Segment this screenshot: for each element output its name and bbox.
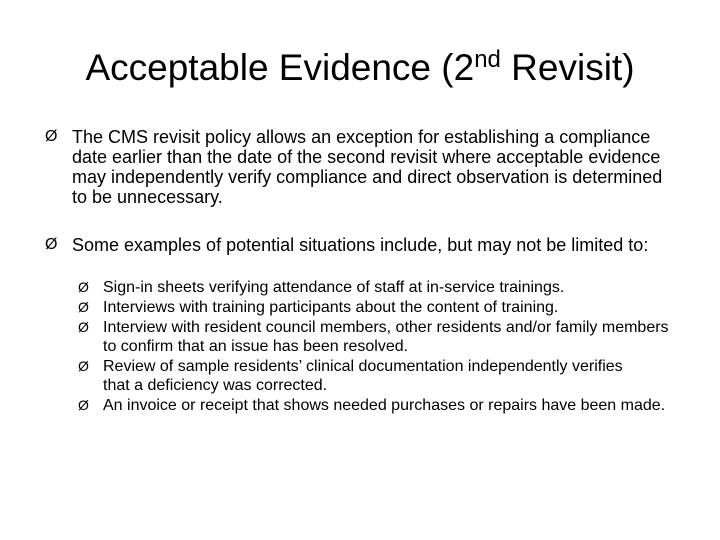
- arrow-bullet-icon: Ø: [78, 299, 89, 315]
- sub-bullet-text: Sign-in sheets verifying attendance of staff at in-service trainings.: [103, 279, 565, 296]
- sub-bullet-item: [78, 278, 688, 297]
- sub-bullet-item: [78, 396, 698, 415]
- bullet-item: [45, 235, 665, 255]
- arrow-bullet-icon: Ø: [78, 397, 89, 413]
- arrow-bullet-icon: Ø: [78, 319, 89, 335]
- title-superscript: nd: [474, 46, 501, 73]
- slide-title: [0, 46, 720, 95]
- sub-bullet-text: Review of sample residents’ clinical documentation independently verifies that a deficiency was corrected.: [103, 358, 623, 394]
- bullet-text: The CMS revisit policy allows an exception for establishing a compliance date earlier than the date of the second revisit where acceptable evidence may independently verify compliance and direct observation is determined to be unnecessary.: [72, 127, 663, 207]
- title-end: Revisit): [500, 47, 635, 88]
- bullet-item: [45, 127, 665, 207]
- sub-bullet-item: [78, 318, 678, 356]
- arrow-bullet-icon: Ø: [45, 128, 58, 145]
- arrow-bullet-icon: Ø: [45, 236, 58, 253]
- sub-bullet-item: [78, 357, 638, 395]
- title-main: Acceptable Evidence (2: [85, 47, 475, 88]
- sub-bullet-text: Interview with resident council members, other residents and/or family members to confirm that an issue has been resolved.: [103, 319, 669, 355]
- sub-bullet-text: An invoice or receipt that shows needed purchases or repairs have been made.: [103, 397, 666, 414]
- sub-bullet-text: Interviews with training participants about the content of training.: [103, 299, 559, 316]
- arrow-bullet-icon: Ø: [78, 279, 89, 295]
- arrow-bullet-icon: Ø: [78, 358, 89, 374]
- bullet-text: Some examples of potential situations include, but may not be limited to:: [72, 235, 649, 255]
- sub-bullet-item: [78, 298, 688, 317]
